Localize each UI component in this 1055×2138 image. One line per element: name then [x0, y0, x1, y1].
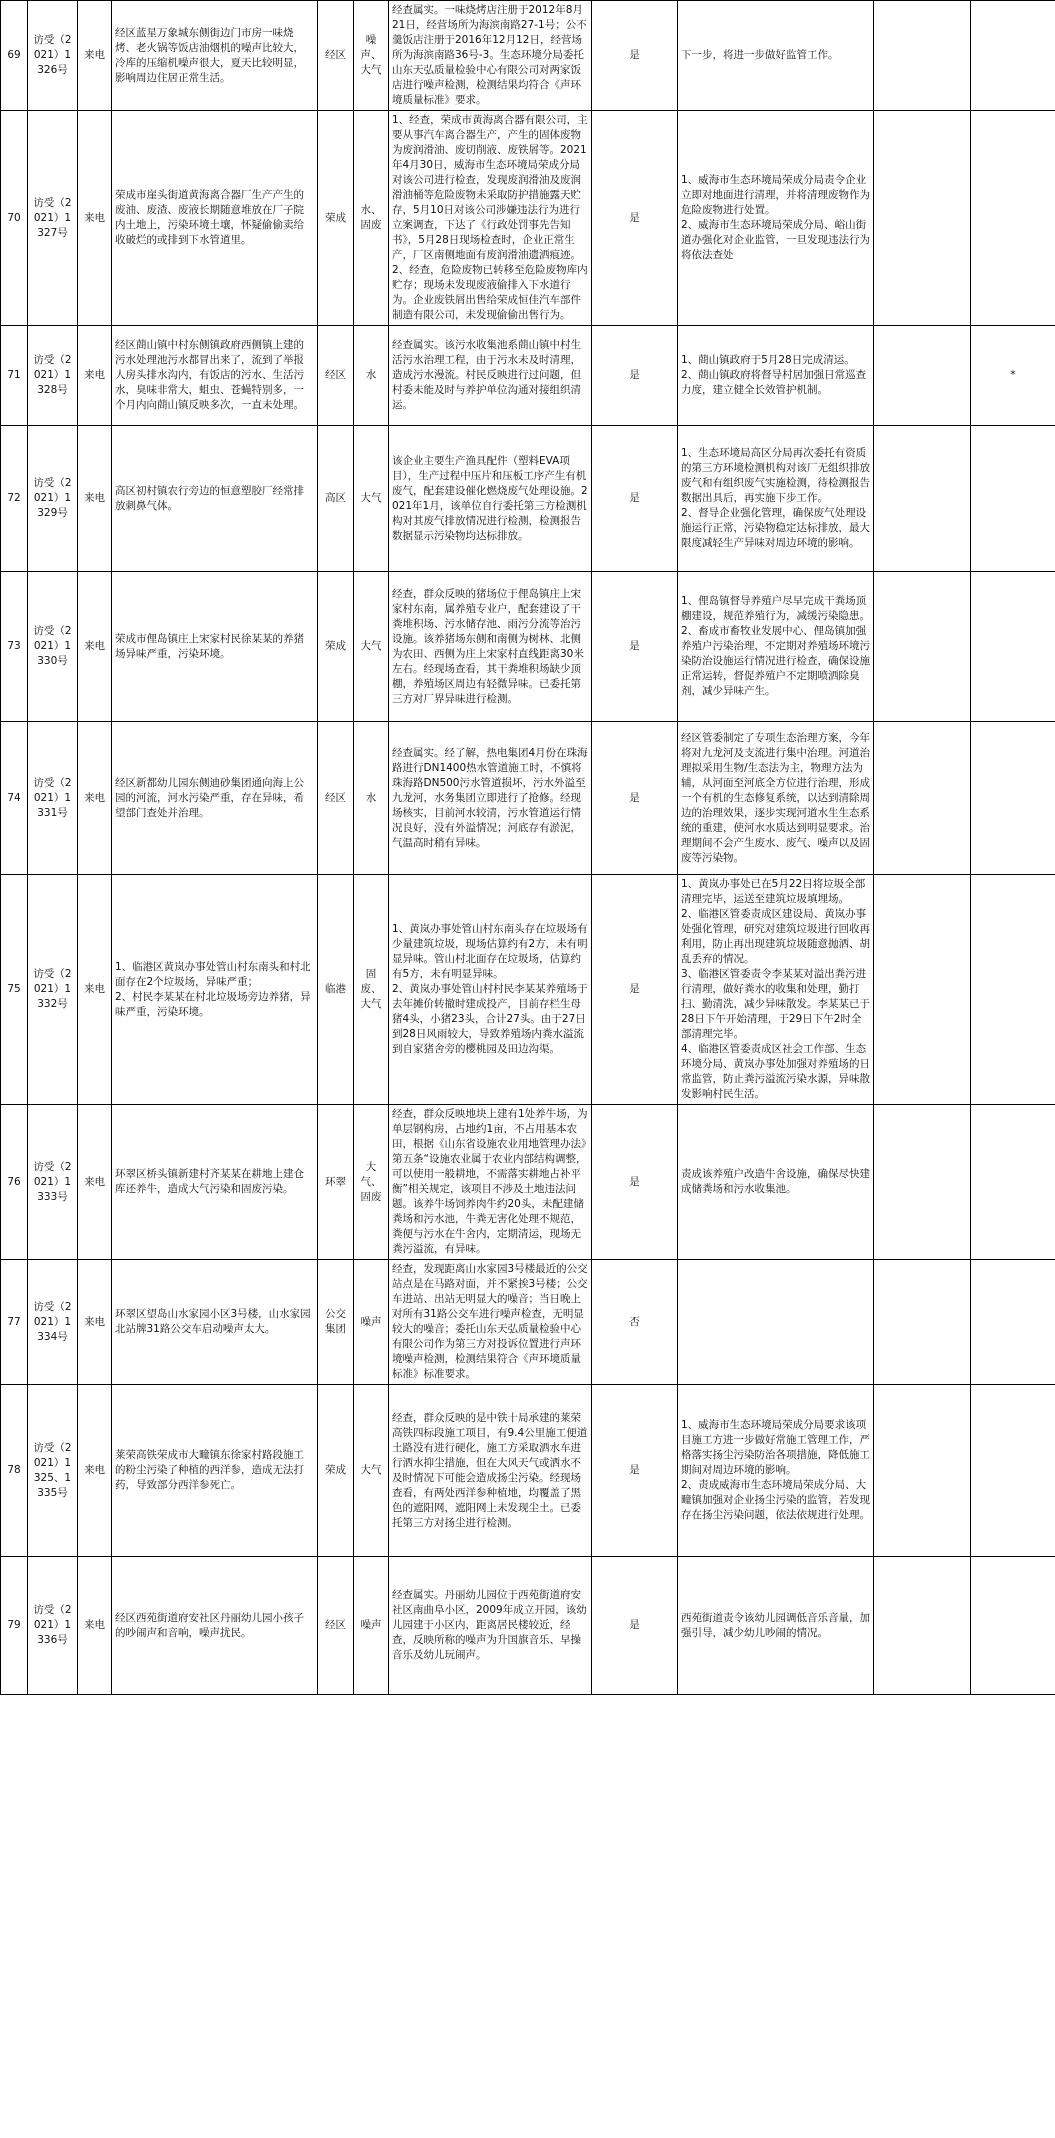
investigation-findings-text: 经查属实。丹丽幼儿园位于西苑街道府安社区南曲阜小区，2009年成立开园，该幼儿园建于小区内，距离居民楼较近，经查，反映所称的噪声为升国旗音乐、早操音乐及幼儿玩闹声。: [392, 1589, 587, 1661]
complaint-source: [78, 1105, 112, 1260]
case-code-text: 访受（2021）1329号: [33, 477, 72, 519]
investigation-findings: [389, 572, 592, 722]
table-row: [1, 1557, 1055, 1695]
investigation-findings: [389, 326, 592, 426]
row-number: [1, 426, 28, 572]
row-number-text: 72: [7, 492, 21, 504]
case-code: [28, 326, 78, 426]
investigation-findings: [389, 426, 592, 572]
verdict-text: 是: [629, 1464, 640, 1476]
table-row: [1, 111, 1055, 326]
pollution-category-text: 大气: [360, 492, 382, 504]
complaint-content: [112, 1260, 318, 1385]
handling-measures-text: 经区管委制定了专项生态治理方案，今年将对九龙河及支流进行集中治理。河道治理拟采用生物/生态法为主，物理方法为辅，从河面至河底全方位进行治理，形成一个有机的生态修复系统，以达到清除周边的治理效果，逐步实现河道水生生态系统的重建，使河水水质达到明显要求。治理期间不会产生废水、废气、噪声以及固废等污染物。: [681, 731, 870, 864]
remark: [971, 1260, 1055, 1385]
complaint-content-text: 高区初村镇农行旁边的恒意塑胶厂经常排放刺鼻气体。: [115, 484, 304, 512]
verdict-text: 是: [629, 211, 640, 224]
district-text: 经区: [325, 49, 346, 61]
district-text: 荣成: [325, 640, 346, 652]
row-number: [1, 572, 28, 722]
table-row: [1, 1105, 1055, 1260]
complaint-content: [112, 1105, 318, 1260]
complaint-source: [78, 572, 112, 722]
pollution-category: [354, 1, 389, 111]
remark: [971, 722, 1055, 875]
complaint-source-text: 来电: [84, 1619, 105, 1631]
investigation-findings-text: 1、黄岚办事处管山村东南头存在垃圾场有少量建筑垃圾，现场估算约有2方，未有明显异味。管山村北面存在垃圾场，估算约有5方，未有明显异味。 2、黄岚办事处管山村村民李某某养殖场于去年摊价转撤时建成投产，目前存栏生母猪4头，小猪23头，合计27头。由于27日到28日风雨较大，导致养殖场内粪水溢流到自家猪舍旁的樱桃园及田边沟渠。: [392, 923, 588, 1055]
empty-cell: [874, 1105, 971, 1260]
investigation-findings-text: 经查属实。经了解，热电集团4月份在珠海路进行DN1400热水管道施工时，不慎将珠海路DN500污水管道损坏，污水外溢至九龙河，水务集团立即进行了抢修。经现场核实，目前河水较清，污水管道运行情况良好，没有外溢情况；河底存有淤泥，气温高时稍有异味。: [392, 746, 588, 849]
district: [318, 426, 354, 572]
handling-measures: [678, 1, 874, 111]
investigation-findings: [389, 111, 592, 326]
handling-measures: [678, 1105, 874, 1260]
district-text: 经区: [325, 1619, 346, 1631]
complaint-source: [78, 875, 112, 1105]
case-code: [28, 1385, 78, 1557]
handling-measures-text: 1、生态环境局高区分局再次委托有资质的第三方环境检测机构对该厂无组织排放废气和有组织废气实施检测，待检测报告数据出具后，再实施下步工作。 2、督导企业强化管理，确保废气处理设施运行正常，污染物稳定达标排放，最大限度减轻生产异味对周边环境的影响。: [681, 447, 870, 549]
row-number-text: 76: [7, 1175, 21, 1188]
complaint-content-text: 环翠区桥头镇新建村齐某某在耕地上建仓库还养牛，造成大气污染和固废污染。: [115, 1168, 304, 1195]
verdict: [592, 1557, 678, 1695]
district: [318, 1105, 354, 1260]
case-code-text: 访受（2021）1331号: [33, 776, 72, 819]
complaint-content-text: 环翠区望岛山水家园小区3号楼，山水家园北站牌31路公交车启动噪声太大。: [115, 1308, 311, 1335]
investigation-findings: [389, 1105, 592, 1260]
district: [318, 722, 354, 875]
verdict: [592, 326, 678, 426]
table-row: [1, 722, 1055, 875]
verdict-text: 是: [629, 369, 640, 381]
remark: [971, 111, 1055, 326]
case-code-text: 访受（2021）1326号: [33, 34, 72, 76]
handling-measures-text: 下一步，将进一步做好监管工作。: [681, 49, 839, 61]
pollution-category: [354, 1105, 389, 1260]
row-number-text: 73: [7, 640, 21, 652]
case-code-text: 访受（2021）1334号: [33, 1300, 72, 1343]
pollution-category-text: 大气: [360, 640, 382, 652]
handling-measures: [678, 1557, 874, 1695]
complaint-content-text: 经区蓝星万象城东侧街边门市房一味烧烤、老火锅等饭店油烟机的噪声比较大，冷库的压缩机噪声很大，夏天比较明显，影响周边住居正常生活。: [115, 26, 304, 84]
empty-cell: [874, 326, 971, 426]
verdict: [592, 875, 678, 1105]
remark: [971, 875, 1055, 1105]
handling-measures: [678, 722, 874, 875]
complaint-content-text: 荣成市俚岛镇庄上宋家村民徐某某的养猪场异味严重，污染环境。: [115, 632, 304, 660]
complaint-content-text: 经区蔄山镇中村东侧镇政府西侧镇上建的污水处理池污水都冒出来了，流到了举报人房头排水沟内，有饭店的污水、生活污水，臭味非常大，蛆虫、苍蝇特别多，一个月内向蔄山镇反映多次，一直未处理。: [115, 339, 304, 411]
row-number-text: 78: [7, 1464, 21, 1476]
handling-measures: [678, 875, 874, 1105]
handling-measures-text: 1、俚岛镇督导养殖户尽早完成干粪场顶棚建设，规范养殖行为，减缓污染隐患。 2、畜成市畜牧业发展中心、俚岛镇加强养殖户污染治理，不定期对养殖场环境污染防治设施运行情况进行检查，确保设施正常运转，督促养殖户不定期喷洒除臭剂，减少异味产生。: [681, 595, 870, 697]
complaint-content-text: 荣成市崖头街道黄海离合器厂生产产生的废油、废渣、废液长期随意堆放在厂子院内土地上，污染环境土壤，怀疑偷偷卖给收破烂的或排到下水管道里。: [115, 189, 304, 246]
verdict-text: 是: [629, 1619, 640, 1631]
table-row: [1, 326, 1055, 426]
complaint-source: [78, 1557, 112, 1695]
remark: [971, 326, 1055, 426]
row-number: [1, 1260, 28, 1385]
pollution-category-text: 大气: [360, 1464, 382, 1476]
verdict: [592, 1385, 678, 1557]
handling-measures: [678, 111, 874, 326]
investigation-findings: [389, 1, 592, 111]
empty-cell: [874, 875, 971, 1105]
investigation-findings-text: 经查，群众反映的是中铁十局承建的莱荣高铁四标段施工项目，有9.4公里施工便道土路没有进行硬化，施工方采取洒水车进行洒水抑尘措施，但在大风天气或洒水不及时情况下可能会造成扬尘污染。经现场查看，有两处西洋参种植地，均覆盖了黑色的遮阳网，遮阳网上未发现尘土。已委托第三方对扬尘进行检测。: [392, 1411, 588, 1529]
verdict: [592, 426, 678, 572]
case-code-text: 访受（2021）1325、1335号: [33, 1441, 72, 1499]
verdict-text: 是: [629, 640, 640, 652]
row-number: [1, 722, 28, 875]
remark-text: *: [1010, 369, 1016, 381]
handling-measures: [678, 572, 874, 722]
complaint-content: [112, 572, 318, 722]
complaint-source-text: 来电: [84, 640, 105, 652]
complaint-source-text: 来电: [84, 492, 105, 504]
complaint-content-text: 经区新都幼儿园东侧迪砂集团通向海上公园的河流，河水污染严重，存在异味，希望部门查处并治理。: [115, 776, 304, 819]
verdict: [592, 111, 678, 326]
district: [318, 326, 354, 426]
remark: [971, 426, 1055, 572]
complaint-source: [78, 722, 112, 875]
remark: [971, 1105, 1055, 1260]
verdict-text: 是: [629, 492, 640, 504]
table-row: [1, 875, 1055, 1105]
pollution-category: [354, 426, 389, 572]
row-number-text: 79: [7, 1619, 21, 1631]
complaint-source-text: 来电: [84, 1175, 105, 1188]
district-text: 临港: [325, 983, 346, 995]
case-code: [28, 1557, 78, 1695]
table-body: [1, 1, 1055, 1695]
row-number: [1, 875, 28, 1105]
empty-cell: [874, 572, 971, 722]
remark: [971, 1, 1055, 111]
complaint-content: [112, 875, 318, 1105]
pollution-category-text: 水: [365, 369, 377, 381]
complaint-content: [112, 1, 318, 111]
row-number: [1, 111, 28, 326]
verdict-text: 是: [629, 49, 640, 61]
handling-measures-text: 1、威海市生态环境局荣成分局责令企业立即对地面进行清理，并将清理废物作为危险废物进行处置。 2、威海市生态环境局荣成分局、峪山街道办强化对企业监管，一旦发现违法行为将依法查处: [681, 174, 870, 261]
district: [318, 1260, 354, 1385]
investigation-findings-text: 经查属实。该污水收集池系蔄山镇中村生活污水治理工程，由于污水未及时清理，造成污水漫流。村民反映进行过问题，但村委未能及时与养护单位沟通对接组织清运。: [392, 339, 581, 411]
handling-measures-text: 1、蔄山镇政府于5月28日完成清运。 2、蔄山镇政府将督导村居加强日常巡查力度，建立健全长效管护机制。: [681, 354, 867, 396]
table-row: [1, 1385, 1055, 1557]
row-number-text: 75: [7, 983, 21, 995]
complaint-source-text: 来电: [84, 369, 105, 381]
complaint-source: [78, 1385, 112, 1557]
investigation-findings-text: 经查，群众反映地块上建有1处养牛场，为单层钢构房，占地约1亩，不占用基本农田，根据《山东省设施农业用地管理办法》第五条“设施农业属于农业内部结构调整，可以使用一般耕地，不需落实耕地占补平衡”相关规定，该项目不涉及土地违法问题。该养牛场饲养肉牛约20头，未配建储粪场和污水池，牛粪无害化处理不规范，粪便与污水在牛舍内，定期清运，现场无粪污溢流，有异味。: [392, 1108, 588, 1255]
complaint-source-text: 来电: [84, 211, 105, 224]
pollution-category-text: 固废、大气: [360, 968, 382, 1010]
district: [318, 111, 354, 326]
case-code: [28, 426, 78, 572]
row-number-text: 77: [7, 1315, 21, 1328]
empty-cell: [874, 1260, 971, 1385]
district-text: 荣成: [325, 211, 346, 224]
verdict-text: 是: [629, 1175, 640, 1188]
pollution-category-text: 噪声: [360, 1619, 382, 1631]
pollution-category: [354, 1557, 389, 1695]
complaint-content: [112, 1385, 318, 1557]
handling-measures: [678, 1260, 874, 1385]
district: [318, 875, 354, 1105]
handling-measures-text: 1、威海市生态环境局荣成分局要求该项目施工方进一步做好常施工管理工作，严格落实扬尘污染防治各项措施，降低施工期间对周边环境的影响。 2、责成威海市生态环境局荣成分局、大疃镇加强对企业扬尘污染的监管，若发现存在扬尘污染问题，依法依规进行处理。: [681, 1419, 870, 1521]
pollution-category: [354, 326, 389, 426]
verdict: [592, 722, 678, 875]
investigation-findings: [389, 1260, 592, 1385]
case-code-text: 访受（2021）1328号: [33, 354, 72, 396]
district: [318, 1, 354, 111]
complaint-source-text: 来电: [84, 1464, 105, 1476]
verdict-text: 否: [629, 1315, 640, 1328]
remark: [971, 1385, 1055, 1557]
complaint-source-text: 来电: [84, 49, 105, 61]
pollution-category-text: 噪声、大气: [360, 34, 382, 76]
empty-cell: [874, 111, 971, 326]
table-row: [1, 426, 1055, 572]
row-number-text: 69: [7, 49, 21, 61]
pollution-category: [354, 1385, 389, 1557]
investigation-findings-text: 1、经查，荣成市黄海离合器有限公司，主要从事汽车离合器生产，产生的固体废物为废润滑油、废切削液、废铁屑等。2021年4月30日，威海市生态环境局荣成分局对该公司进行检查，发现废润滑油及废润滑油桶等危险废物未采取防护措施露天贮存，5月10日对该公司涉嫌违法行为进行立案调查，下达了《行政处罚事先告知书》，5月28日现场检查时，企业正常生产，厂区南侧地面有废润滑油遗洒痕迹。 2、经查，危险废物已转移至危险废物库内贮存；现场未发现废液偷排入下水道行为。企业废铁屑出售给荣成恒佳汽车部件制造有限公司，未发现偷偷出售行为。: [392, 114, 588, 321]
pollution-category-text: 水、固废: [360, 204, 382, 231]
verdict: [592, 572, 678, 722]
pollution-category: [354, 111, 389, 326]
investigation-findings-text: 经查，发现距离山水家园3号楼最近的公交站点是在马路对面，并不紧挨3号楼；公交车进站、出站无明显大的噪音；当日晚上对所有31路公交车进行噪声检查，无明显较大的噪音；委托山东天弘质量检验中心有限公司作为第三方对投诉位置进行声环境噪声检测，检测结果符合《声环境质量标准》标准要求。: [392, 1263, 588, 1380]
complaint-content: [112, 722, 318, 875]
case-code-text: 访受（2021）1330号: [33, 625, 72, 667]
investigation-findings: [389, 875, 592, 1105]
verdict: [592, 1, 678, 111]
complaint-source-text: 来电: [84, 791, 105, 804]
empty-cell: [874, 1385, 971, 1557]
investigation-findings-text: 经查属实。一味烧烤店注册于2012年8月21日，经营场所为海滨南路27-1号；公不羹饭店注册于2016年12月12日，经营场所为海滨南路36号-3。生态环境分局委托山东天弘质量检验中心有限公司对两家饭店进行噪声检测，检测结果均符合《声环境质量标准》要求。: [392, 4, 587, 106]
handling-measures: [678, 1385, 874, 1557]
case-code: [28, 572, 78, 722]
district-text: 经区: [325, 369, 346, 381]
case-code: [28, 1105, 78, 1260]
case-code-text: 访受（2021）1336号: [33, 1604, 72, 1646]
handling-measures-text: 1、黄岚办事处已在5月22日将垃圾全部清理完毕，运送至建筑垃圾填埋场。 2、临港区管委责成区建设局、黄岚办事处强化管理，研究对建筑垃圾进行回收再利用，防止再出现建筑垃圾随意抛洒、胡乱丢弃的情况。 3、临港区管委责令李某某对溢出粪污进行清理，做好粪水的收集和处理，勤打扫、勤清洗，减少异味散发。李某某已于28日下午开始清理，于29日下午2时全部清理完毕。 4、临港区管委责成区社会工作部、生态环境分局、黄岚办事处加强对养殖场的日常监管，防止粪污溢流污染水源，异味散发影响村民生活。: [681, 878, 870, 1100]
investigation-findings: [389, 722, 592, 875]
remark: [971, 572, 1055, 722]
investigation-findings: [389, 1557, 592, 1695]
case-code-text: 访受（2021）1332号: [33, 968, 72, 1010]
verdict: [592, 1260, 678, 1385]
verdict-text: 是: [629, 983, 640, 995]
case-code: [28, 1, 78, 111]
district-text: 经区: [325, 791, 346, 804]
investigation-findings: [389, 1385, 592, 1557]
complaint-content: [112, 426, 318, 572]
complaint-content-text: 莱荣高铁荣成市大疃镇东徐家村路段施工的粉尘污染了种植的西洋参，造成无法打药，导致部分西洋参死亡。: [115, 1449, 304, 1491]
handling-measures-text: 责成该养殖户改造牛舍设施，确保尽快建成储粪场和污水收集池。: [681, 1168, 870, 1195]
empty-cell: [874, 1557, 971, 1695]
complaint-source-text: 来电: [84, 1315, 105, 1328]
investigation-findings-text: 经查，群众反映的猪场位于俚岛镇庄上宋家村东南，属养殖专业户，配套建设了干粪堆积场、污水储存池、雨污分流等治污设施。该养猪场东侧和南侧为树林、北侧为农田、西侧为庄上宋家村直线距离30米左右。经现场查看，其干粪堆积场缺少顶棚，养殖场区周边有轻微异味。已委托第三方对厂界异味进行检测。: [392, 587, 584, 705]
case-code: [28, 875, 78, 1105]
complaint-source-text: 来电: [84, 983, 105, 995]
complaint-source: [78, 426, 112, 572]
row-number: [1, 1105, 28, 1260]
district-text: 公交集团: [325, 1308, 346, 1335]
pollution-category: [354, 875, 389, 1105]
complaint-content-text: 1、临港区黄岚办事处管山村东南头和村北面存在2个垃圾场，异味严重； 2、村民李某某在村北垃圾场旁边养猪，异味严重，污染环境。: [115, 960, 311, 1018]
complaint-source: [78, 1260, 112, 1385]
case-code-text: 访受（2021）1327号: [33, 196, 72, 239]
handling-measures: [678, 426, 874, 572]
district-text: 荣成: [325, 1464, 346, 1476]
table-row: [1, 1260, 1055, 1385]
district-text: 环翠: [325, 1175, 346, 1188]
row-number: [1, 326, 28, 426]
table-row: [1, 1, 1055, 111]
table-row: [1, 572, 1055, 722]
case-code: [28, 722, 78, 875]
handling-measures: [678, 326, 874, 426]
complaint-source: [78, 1, 112, 111]
district: [318, 1557, 354, 1695]
district: [318, 572, 354, 722]
row-number: [1, 1, 28, 111]
verdict-text: 是: [629, 791, 640, 804]
pollution-category-text: 大气、固废: [360, 1160, 382, 1203]
row-number-text: 74: [7, 791, 21, 804]
handling-measures-text: 西苑街道责令该幼儿园调低音乐音量，加强引导，减少幼儿吵闹的情况。: [681, 1611, 870, 1639]
case-code: [28, 1260, 78, 1385]
complaint-content: [112, 111, 318, 326]
remark: [971, 1557, 1055, 1695]
verdict: [592, 1105, 678, 1260]
complaint-content-text: 经区西苑街道府安社区丹丽幼儿园小孩子的吵闹声和音响，噪声扰民。: [115, 1611, 304, 1639]
empty-cell: [874, 1, 971, 111]
district-text: 高区: [325, 492, 346, 504]
empty-cell: [874, 722, 971, 875]
investigation-findings-text: 该企业主要生产渔具配件（塑料EVA项目），生产过程中压片和压板工序产生有机废气，配套建设催化燃烧废气处理设施。2021年1月，该单位自行委托第三方检测机构对其废气排放情况进行检测，检测报告数据显示污染物均达标排放。: [392, 454, 588, 542]
case-code: [28, 111, 78, 326]
row-number: [1, 1557, 28, 1695]
complaint-source: [78, 111, 112, 326]
row-number-text: 71: [7, 369, 21, 381]
pollution-category-text: 水: [365, 791, 377, 804]
district: [318, 1385, 354, 1557]
pollution-category: [354, 572, 389, 722]
complaint-content: [112, 1557, 318, 1695]
pollution-category-text: 噪声: [360, 1315, 382, 1328]
case-code-text: 访受（2021）1333号: [33, 1160, 72, 1203]
row-number: [1, 1385, 28, 1557]
complaint-source: [78, 326, 112, 426]
empty-cell: [874, 426, 971, 572]
pollution-category: [354, 1260, 389, 1385]
row-number-text: 70: [7, 211, 21, 224]
pollution-category: [354, 722, 389, 875]
complaint-content: [112, 326, 318, 426]
